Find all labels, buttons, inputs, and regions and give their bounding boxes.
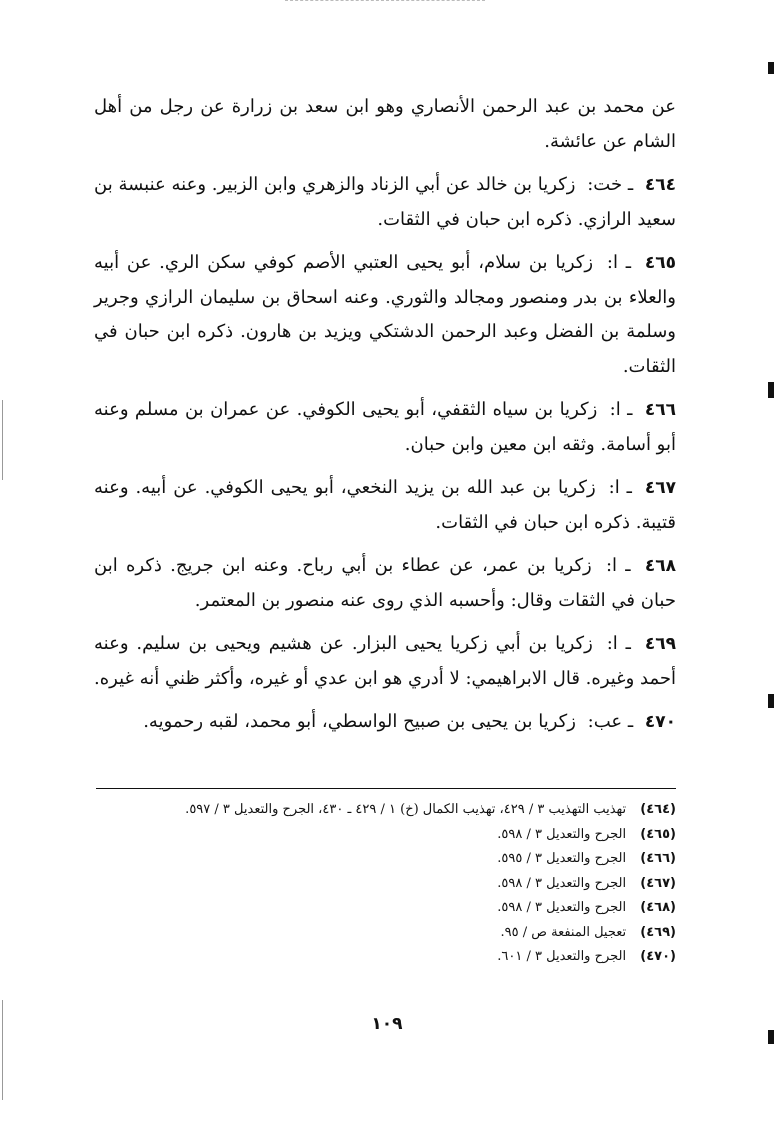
footnote-text: الجرح والتعديل ٣ / ٦٠١. <box>497 949 627 964</box>
entry-marker: ـ ا: <box>605 555 631 576</box>
entry-marker: ـ ا: <box>606 633 631 654</box>
footnote-465 <box>96 823 676 848</box>
footnote-ref: (٤٦٨) <box>640 900 676 915</box>
footnote-ref: (٤٦٤) <box>640 802 676 817</box>
footnote-text: تعجيل المنفعة ص / ٩٥. <box>500 924 627 940</box>
footnote-ref: (٤٧٠) <box>640 949 676 964</box>
edge-scan-mark <box>768 62 774 74</box>
entry-text: زكريا بن سياه الثقفي، أبو يحيى الكوفي. عن عمران بن مسلم وعنه أبو أسامة. وثقه ابن معين وابن حبان. <box>94 399 676 455</box>
entry-number: ٤٦٦ <box>644 400 676 420</box>
entry-marker: ـ ا: <box>608 477 632 498</box>
footnote-text: الجرح والتعديل ٣ / ٥٩٥. <box>497 851 627 866</box>
entry-text: زكريا بن سلام، أبو يحيى العتبي الأصم كوفي سكن الري. عن أبيه والعلاء بن بدر ومنصور ومجالد والثوري. وعنه اسحاق بن سليمان الرازي وجرير وسلمة بن الفضل وعبد الرحمن الدشتكي ويزيد بن هارون. ذكره ابن حبان في الثقات. <box>94 252 676 377</box>
footnote-ref: (٤٦٥) <box>640 826 676 842</box>
footnote-466 <box>96 847 676 872</box>
footnote-464 <box>96 798 676 823</box>
entry-text: زكريا بن عمر، عن عطاء بن أبي رباح. وعنه ابن جريج. ذكره ابن حبان في الثقات وقال: وأحسبه الذي روى عنه منصور بن المعتمر. <box>94 555 676 611</box>
entry-text: زكريا بن أبي زكريا يحيى البزار. عن هشيم ويحيى بن سليم. وعنه أحمد وغيره. قال الابراهيمي: لا أدري هو ابن عدي أو غيره، وأكثر ظني أنه غيره. <box>93 633 676 689</box>
entry-marker: ـ خت: <box>587 174 634 195</box>
entry-466 <box>94 393 676 462</box>
top-decorative-line <box>285 0 485 2</box>
footnote-469 <box>96 921 676 946</box>
footnote-text: الجرح والتعديل ٣ / ٥٩٨. <box>497 900 627 915</box>
entry-468 <box>94 549 676 618</box>
footnote-ref: (٤٦٩) <box>640 924 676 940</box>
entry-text: زكريا بن عبد الله بن يزيد النخعي، أبو يحيى الكوفي. عن أبيه. وعنه قتيبة. ذكره ابن حبان في الثقات. <box>94 477 676 533</box>
footnote-468 <box>96 896 676 921</box>
footnote-ref: (٤٦٧) <box>640 875 676 891</box>
footnote-text: تهذيب التهذيب ٣ / ٤٢٩، تهذيب الكمال (خ) ١ / ٤٢٩ ـ ٤٣٠، الجرح والتعديل ٣ / ٥٩٧. <box>185 802 627 817</box>
footnotes <box>96 798 676 970</box>
footnote-text: الجرح والتعديل ٣ / ٥٩٨. <box>497 875 627 891</box>
entry-470 <box>94 705 676 740</box>
entry-467 <box>94 471 676 540</box>
entry-464 <box>94 168 676 237</box>
entry-text: عن محمد بن عبد الرحمن الأنصاري وهو ابن سعد بن زرارة عن رجل من أهل الشام عن عائشة. <box>94 96 676 152</box>
entry-469 <box>94 627 676 696</box>
entry-marker: ـ ا: <box>606 252 632 273</box>
entry-number: ٤٦٨ <box>644 556 676 576</box>
entry-continuation <box>94 90 676 159</box>
footnote-divider <box>96 788 676 789</box>
entry-number: ٤٦٥ <box>644 253 676 273</box>
edge-scan-mark <box>768 382 774 398</box>
edge-scan-line <box>2 400 3 480</box>
footnote-ref: (٤٦٦) <box>640 851 676 866</box>
footnote-text: الجرح والتعديل ٣ / ٥٩٨. <box>497 826 627 842</box>
entry-marker: ـ ا: <box>609 399 633 420</box>
entry-marker: ـ عب: <box>587 711 634 732</box>
entry-number: ٤٧٠ <box>644 712 676 732</box>
main-text <box>94 90 676 749</box>
page-number: ١٠٩ <box>371 1014 403 1034</box>
footnote-470 <box>96 945 676 970</box>
footnote-467 <box>96 872 676 897</box>
entry-text: زكريا بن خالد عن أبي الزناد والزهري وابن الزبير. وعنه عنبسة بن سعيد الرازي. ذكره ابن حبان في الثقات. <box>94 174 676 230</box>
entry-number: ٤٦٩ <box>644 634 676 654</box>
edge-scan-mark <box>768 694 774 708</box>
entry-number: ٤٦٧ <box>644 478 676 498</box>
entry-text: زكريا بن يحيى بن صبيح الواسطي، أبو محمد، لقبه رحمويه. <box>143 711 576 732</box>
entry-465 <box>94 246 676 384</box>
entry-number: ٤٦٤ <box>644 175 676 195</box>
